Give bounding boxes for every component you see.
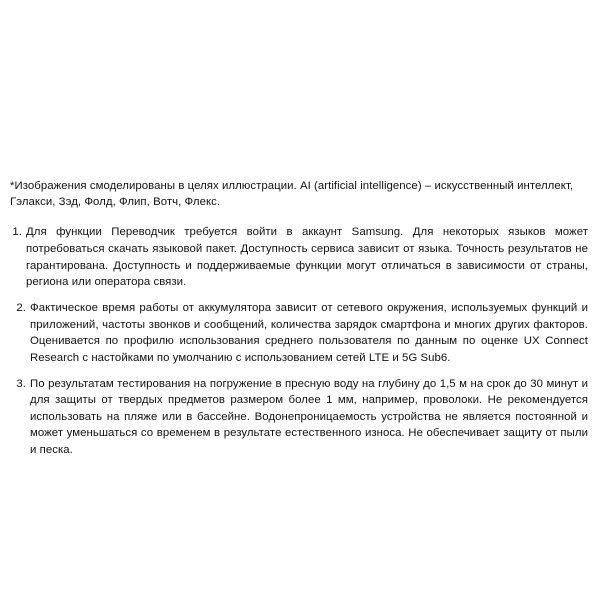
list-item-text: Фактическое время работы от аккумулятора зависит от сетевого окружения, используемых функций и приложений, частоты звонков и сообщений, количества зарядок смартфона и многих других факторов. Оценивается по профилю использования среднего пользователя по данным по оценке UX Connect Research с настойками по умолчанию с использованием сетей LTE и 5G Sub6.	[30, 301, 588, 364]
footnotes-list	[10, 224, 588, 458]
legal-disclaimer-block	[10, 178, 588, 459]
list-item-text: Для функции Переводчик требуется войти в аккаунт Samsung. Для некоторых языков может потребоваться скачать языковой пакет. Доступность сервиса зависит от языка. Точность результатов не гарантирована. Доступность и поддерживаемые функции могут отличаться в зависимости от страны, региона или оператора связи.	[26, 226, 588, 289]
list-item	[10, 300, 588, 367]
list-item-text: По результатам тестирования на погружение в пресную воду на глубину до 1,5 м на срок до 30 минут и для защиты от твердых предметов размером более 1 мм, например, проволоки. Не рекомендуется использовать на пляже или в бассейне. Водонепроницаемость устройства не является постоянной и может уменьшаться со временем в результате естественного износа. Не обеспечивает защиту от пыли и песка.	[30, 377, 588, 457]
disclaimer-text: *Изображения смоделированы в целях иллюстрации. AI (artificial intelligence) – искусственный интеллект, Гэлакси, Зэд, Фолд, Флип, Вотч, Флекс.	[10, 180, 574, 209]
list-item-marker: 3.	[16, 377, 26, 390]
list-item	[10, 376, 588, 459]
list-item	[10, 224, 588, 291]
list-item-marker: 2.	[16, 301, 26, 314]
list-item-marker: 1.	[12, 226, 22, 239]
